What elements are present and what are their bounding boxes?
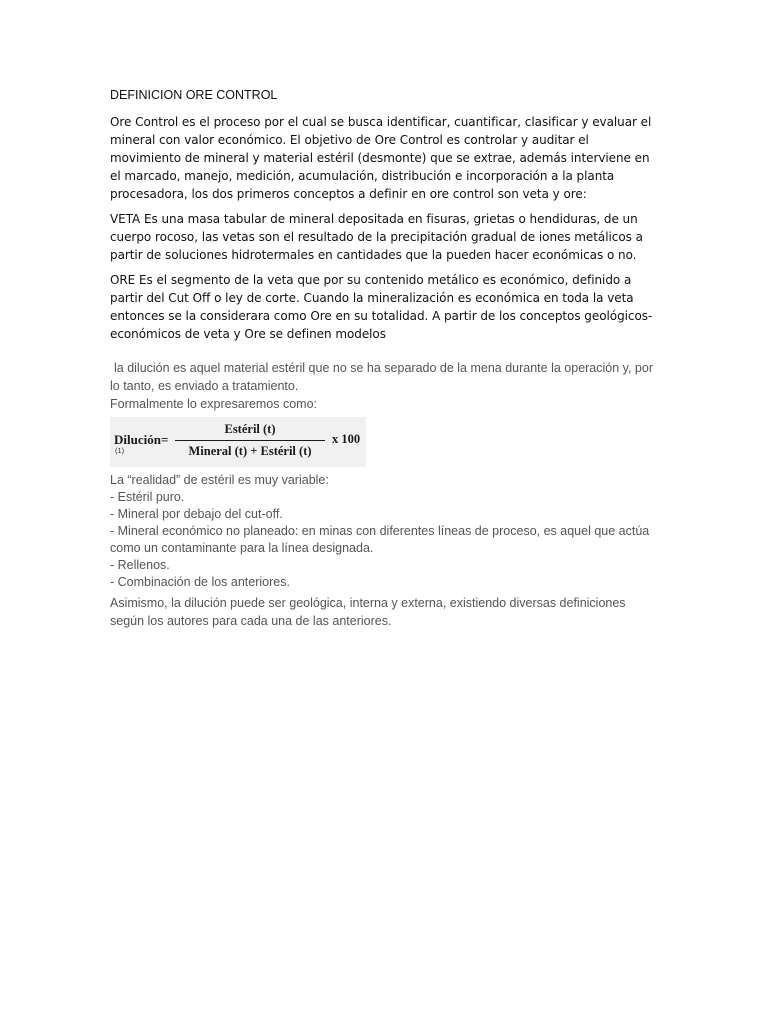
fraction-bar bbox=[175, 440, 325, 441]
list-item: - Combinación de los anteriores. bbox=[110, 575, 290, 589]
formula-numerator: Estéril (t) bbox=[224, 422, 276, 436]
dilution-formula bbox=[110, 417, 366, 467]
waste-types-list bbox=[110, 489, 660, 591]
formula-label: Dilución= bbox=[114, 432, 169, 447]
formal-intro: Formalmente lo expresaremos como: bbox=[110, 397, 318, 411]
closing-paragraph: Asimismo, la dilución puede ser geológica, interna y externa, existiendo diversas definiciones según los autores para cada una de las anteriores. bbox=[110, 596, 626, 628]
reality-intro: La “realidad” de estéril es muy variable: bbox=[110, 473, 329, 487]
list-item: - Estéril puro. bbox=[110, 490, 185, 504]
formula-denominator: Mineral (t) + Estéril (t) bbox=[188, 444, 312, 458]
list-item: - Mineral económico no planeado: en minas con diferentes líneas de proceso, es aquel que actúa como un contaminante para la línea designada. bbox=[110, 524, 650, 555]
document-title: DEFINICION ORE CONTROL bbox=[110, 88, 278, 102]
paragraph-veta: VETA Es una masa tabular de mineral depositada en fisuras, grietas o hendiduras, de un cuerpo rocoso, las vetas son el resultado de la precipitación gradual de iones metálicos a partir de soluciones hidrotermales en cantidades que la pueden hacer económicas o no. bbox=[110, 212, 643, 262]
formula-multiplier: x 100 bbox=[332, 432, 361, 446]
list-item: - Rellenos. bbox=[110, 558, 170, 572]
formula-note: (1) bbox=[115, 446, 125, 455]
paragraph-ore-control: Ore Control es el proceso por el cual se busca identificar, cuantificar, clasificar y evaluar el mineral con valor económico. El objetivo de Ore Control es controlar y auditar el movimiento de mineral y material estéril (desmonte) que se extrae, además interviene en el marcado, manejo, medición, acumulación, distribución e incorporación a la planta procesadora, los dos primeros conceptos a definir en ore control son veta y ore: bbox=[110, 115, 652, 201]
paragraph-ore: ORE Es el segmento de la veta que por su contenido metálico es económico, definido a partir del Cut Off o ley de corte. Cuando la mineralización es económica en toda la veta entonces se la considerara como Ore en su totalidad. A partir de los conceptos geológicos-económicos de veta y Ore se definen modelos bbox=[110, 273, 653, 341]
list-item: - Mineral por debajo del cut-off. bbox=[110, 507, 283, 521]
document-page bbox=[110, 86, 660, 630]
dilution-intro: la dilución es aquel material estéril que no se ha separado de la mena durante la operación y, por lo tanto, es enviado a tratamiento. bbox=[110, 361, 653, 393]
